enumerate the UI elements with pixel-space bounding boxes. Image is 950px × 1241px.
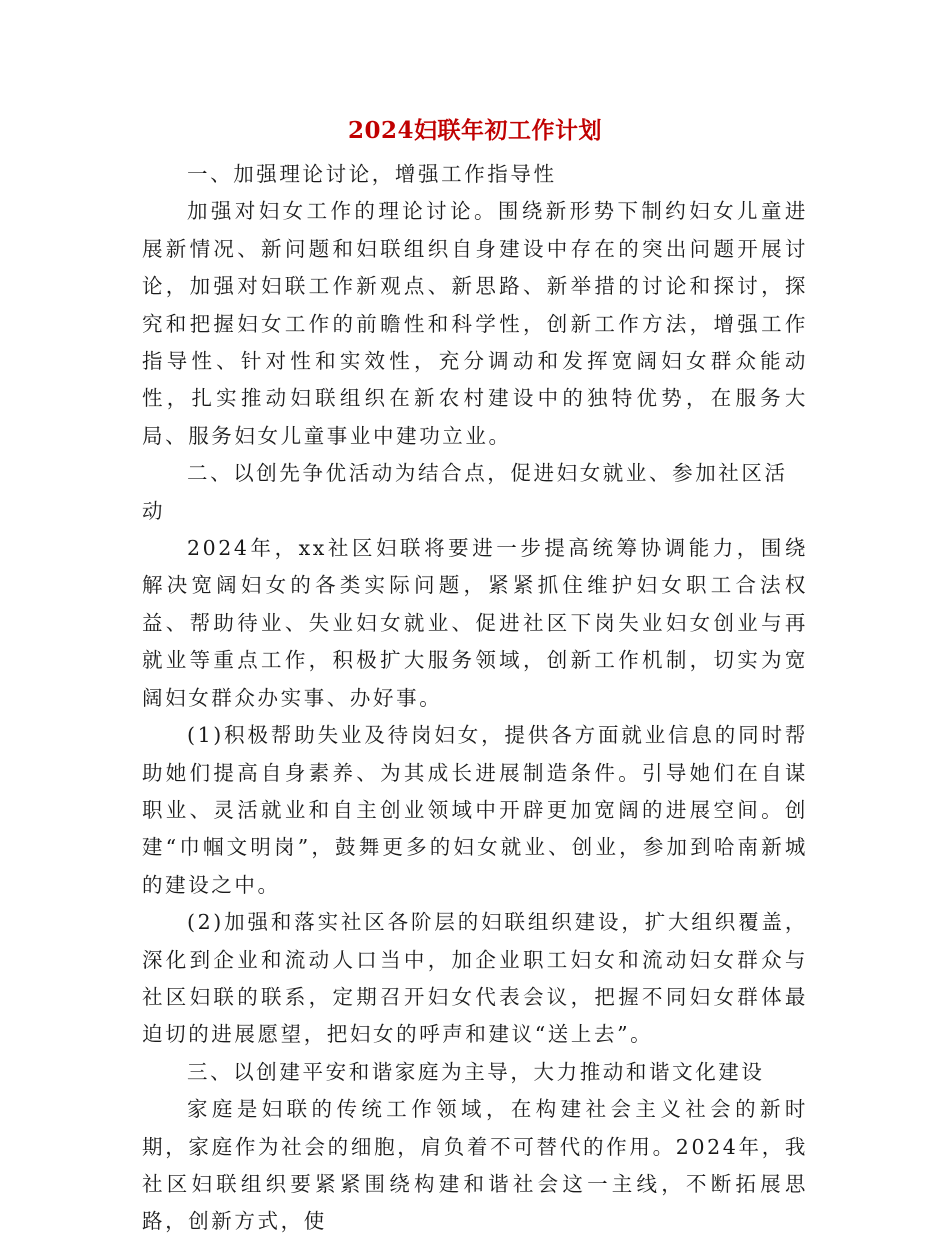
document-title: 2024妇联年初工作计划 (347, 117, 602, 144)
paragraph-item-2: (2)加强和落实社区各阶层的妇联组织建设，扩大组织覆盖，深化到企业和流动人口当中，加企业职工妇女和流动妇女群众与社区妇联的联系，定期召开妇女代表会议，把握不同妇女群体最迫切的进展愿望，把妇女的呼声和建议“送上去”。 (142, 910, 808, 1047)
section-heading-1: 一、加强理论讨论，增强工作指导性 (187, 162, 557, 186)
paragraph: 加强对妇女工作的理论讨论。围绕新形势下制约妇女儿童进展新情况、新问题和妇联组织自身建设中存在的突出问题开展讨论，加强对妇联工作新观点、新思路、新举措的讨论和探讨，探究和把握妇女工作的前瞻性和科学性，创新工作方法，增强工作指导性、针对性和实效性，充分调动和发挥宽阔妇女群众能动性，扎实推动妇联组织在新农村建设中的独特优势，在服务大局、服务妇女儿童事业中建功立业。 (142, 199, 808, 448)
paragraph: 2024年，xx社区妇联将要进一步提高统筹协调能力，围绕解决宽阔妇女的各类实际问题，紧紧抓住维护妇女职工合法权益、帮助待业、失业妇女就业、促进社区下岗失业妇女创业与再就业等重点工作，积极扩大服务领域，创新工作机制，切实为宽阔妇女群众办实事、办好事。 (142, 536, 808, 710)
section-heading-3: 三、以创建平安和谐家庭为主导，大力推动和谐文化建设 (187, 1059, 765, 1084)
paragraph: 家庭是妇联的传统工作领域，在构建社会主义社会的新时期，家庭作为社会的细胞，肩负着不可替代的作用。2024年，我社区妇联组织要紧紧围绕构建和谐社会这一主线，不断拓展思路，创新方式，使 (142, 1097, 808, 1234)
paragraph-item-1: (1)积极帮助失业及待岗妇女，提供各方面就业信息的同时帮助她们提高自身素养、为其成长进展制造条件。引导她们在自谋职业、灵活就业和自主创业领域中开辟更加宽阔的进展空间。创建“巾帼文明岗”，鼓舞更多的妇女就业、创业，参加到哈南新城的建设之中。 (142, 723, 808, 897)
section-heading-2: 二、以创先争优活动为结合点，促进妇女就业、参加社区活动 (142, 461, 788, 523)
document-body (142, 156, 808, 1241)
